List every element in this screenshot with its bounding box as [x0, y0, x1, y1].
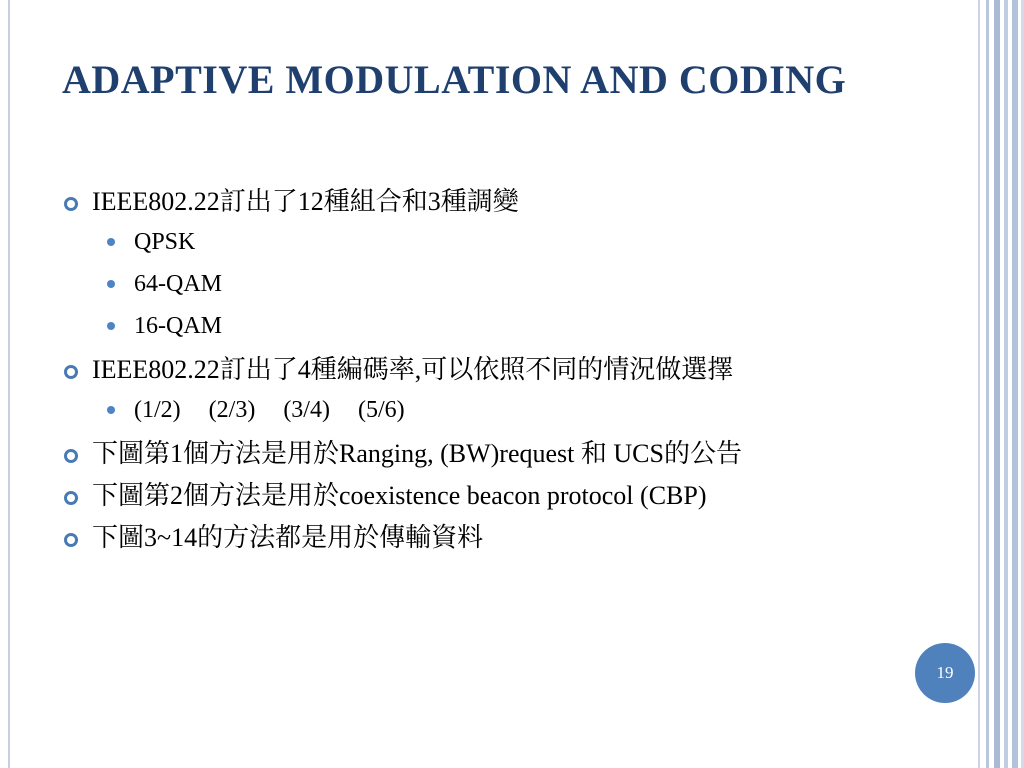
ring-bullet-icon	[64, 533, 78, 547]
stripe	[1012, 0, 1018, 768]
bullet-text: 下圖第1個方法是用於Ranging, (BW)request 和 UCS的公告	[92, 439, 742, 468]
sub-bullet-item	[62, 310, 862, 342]
dot-bullet-icon	[107, 280, 115, 288]
sub-bullet-item	[62, 268, 862, 300]
stripe	[1004, 0, 1008, 768]
bullet-item	[62, 478, 862, 514]
ring-bullet-icon	[64, 197, 78, 211]
page-number-badge: 19	[915, 643, 975, 703]
bullet-item	[62, 520, 862, 556]
coding-rate: (5/6)	[357, 397, 405, 423]
dot-bullet-icon	[107, 406, 115, 414]
left-border-line	[8, 0, 10, 768]
sub-bullet-text: QPSK	[134, 229, 196, 255]
bullet-text: IEEE802.22訂出了12種組合和3種調變	[92, 187, 519, 216]
ring-bullet-icon	[64, 365, 78, 379]
bullet-text: IEEE802.22訂出了4種編碼率,可以依照不同的情況做選擇	[92, 355, 734, 384]
bullet-text: 下圖第2個方法是用於coexistence beacon protocol (CBP)	[92, 481, 707, 510]
coding-rate: (2/3)	[208, 397, 256, 423]
sub-bullet-text: 16-QAM	[134, 313, 222, 339]
sub-bullet-text: 64-QAM	[134, 271, 222, 297]
stripe	[978, 0, 980, 768]
coding-rate: (1/2)	[134, 397, 181, 423]
sub-bullet-item	[62, 394, 862, 426]
bullet-text: 下圖3~14的方法都是用於傳輸資料	[92, 523, 484, 552]
right-decorative-stripes	[974, 0, 1024, 768]
bullet-item	[62, 352, 862, 388]
coding-rate: (3/4)	[283, 397, 330, 423]
stripe	[986, 0, 989, 768]
stripe	[994, 0, 1000, 768]
dot-bullet-icon	[107, 238, 115, 246]
bullet-list	[62, 184, 862, 562]
bullet-item	[62, 184, 862, 220]
ring-bullet-icon	[64, 491, 78, 505]
dot-bullet-icon	[107, 322, 115, 330]
ring-bullet-icon	[64, 449, 78, 463]
bullet-item	[62, 436, 862, 472]
slide-title: ADAPTIVE MODULATION AND CODING	[62, 57, 847, 102]
sub-bullet-item	[62, 226, 862, 258]
